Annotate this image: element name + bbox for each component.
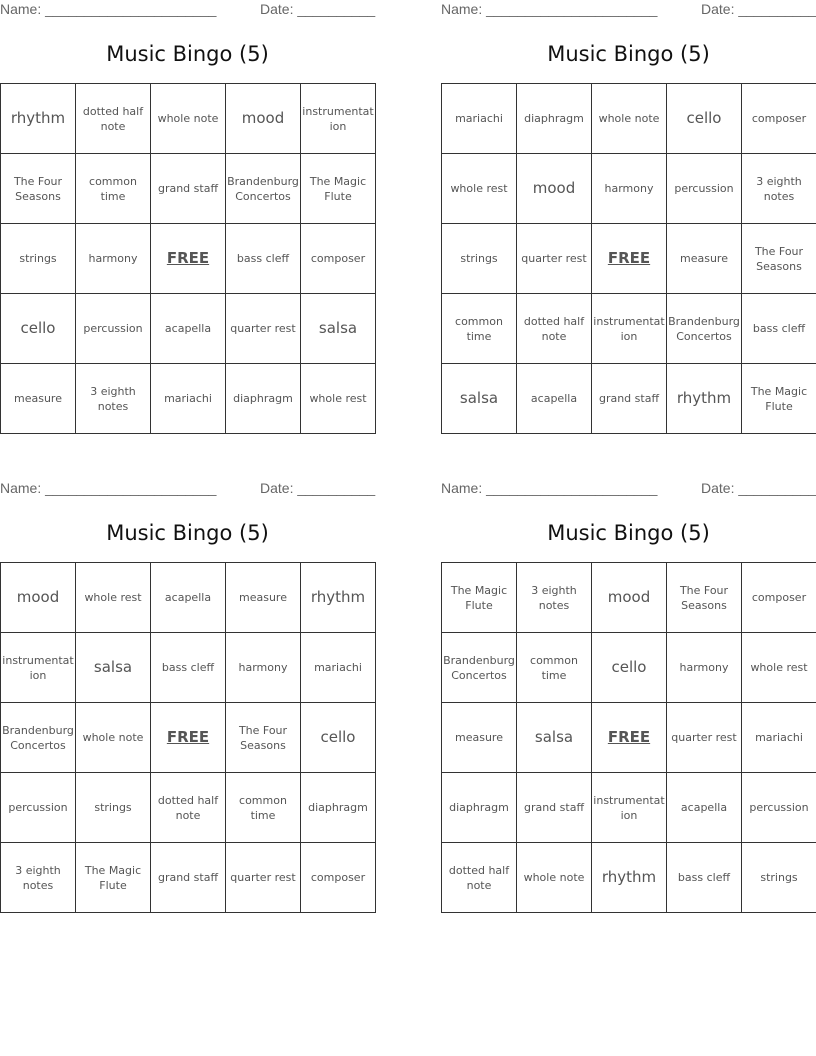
bingo-cell: acapella bbox=[151, 563, 226, 633]
bingo-cell: common time bbox=[226, 773, 301, 843]
bingo-cell: Brandenburg Concertos bbox=[226, 154, 301, 224]
grid-row bbox=[1, 154, 376, 224]
bingo-cell: mood bbox=[1, 563, 76, 633]
bingo-cell: composer bbox=[301, 843, 376, 913]
bingo-cell: whole note bbox=[517, 843, 592, 913]
bingo-cell: whole rest bbox=[301, 364, 376, 434]
bingo-cell: harmony bbox=[592, 154, 667, 224]
grid-row bbox=[442, 843, 816, 913]
bingo-grid bbox=[0, 83, 376, 434]
bingo-cell: acapella bbox=[517, 364, 592, 434]
bingo-cell: 3 eighth notes bbox=[76, 364, 151, 434]
bingo-cell: bass cleff bbox=[667, 843, 742, 913]
bingo-cell: measure bbox=[667, 224, 742, 294]
bingo-cell: instrumentation bbox=[1, 633, 76, 703]
date-field-label: Date: __________ bbox=[701, 1, 816, 17]
bingo-cell: The Magic Flute bbox=[742, 364, 816, 434]
bingo-cell: measure bbox=[442, 703, 517, 773]
bingo-cell: grand staff bbox=[517, 773, 592, 843]
bingo-cell: 3 eighth notes bbox=[517, 563, 592, 633]
bingo-cell: diaphragm bbox=[226, 364, 301, 434]
bingo-cell: cello bbox=[1, 294, 76, 364]
bingo-cell: quarter rest bbox=[517, 224, 592, 294]
bingo-cell: The Four Seasons bbox=[1, 154, 76, 224]
bingo-cell: instrumentation bbox=[592, 294, 667, 364]
bingo-cell: quarter rest bbox=[226, 843, 301, 913]
bingo-cell: measure bbox=[1, 364, 76, 434]
bingo-cell: salsa bbox=[301, 294, 376, 364]
bingo-cell: diaphragm bbox=[517, 84, 592, 154]
name-field-label: Name: ______________________ bbox=[441, 1, 658, 17]
bingo-cell: quarter rest bbox=[667, 703, 742, 773]
bingo-cell: mood bbox=[517, 154, 592, 224]
card-title: Music Bingo (5) bbox=[547, 521, 710, 545]
bingo-cell: mariachi bbox=[442, 84, 517, 154]
grid-row bbox=[442, 84, 816, 154]
bingo-cell: dotted half note bbox=[517, 294, 592, 364]
bingo-cell: grand staff bbox=[592, 364, 667, 434]
name-date-line bbox=[0, 1, 375, 21]
bingo-cell: Brandenburg Concertos bbox=[442, 633, 517, 703]
bingo-cell: cello bbox=[592, 633, 667, 703]
grid-row bbox=[1, 364, 376, 434]
bingo-cell: instrumentation bbox=[592, 773, 667, 843]
bingo-cell: whole note bbox=[151, 84, 226, 154]
bingo-cell: harmony bbox=[667, 633, 742, 703]
bingo-cell: common time bbox=[442, 294, 517, 364]
bingo-cell: The Four Seasons bbox=[742, 224, 816, 294]
bingo-cell: mood bbox=[592, 563, 667, 633]
bingo-cell: diaphragm bbox=[301, 773, 376, 843]
bingo-cell: bass cleff bbox=[742, 294, 816, 364]
name-date-line bbox=[441, 480, 816, 500]
bingo-cell: acapella bbox=[151, 294, 226, 364]
bingo-cell: whole rest bbox=[76, 563, 151, 633]
grid-row bbox=[442, 364, 816, 434]
bingo-cell: The Four Seasons bbox=[226, 703, 301, 773]
bingo-cell: 3 eighth notes bbox=[742, 154, 816, 224]
bingo-cell: salsa bbox=[76, 633, 151, 703]
free-cell: FREE bbox=[151, 224, 226, 294]
bingo-cell: dotted half note bbox=[442, 843, 517, 913]
name-date-line bbox=[441, 1, 816, 21]
bingo-cell: whole rest bbox=[742, 633, 816, 703]
card-title: Music Bingo (5) bbox=[547, 42, 710, 66]
grid-row bbox=[442, 703, 816, 773]
bingo-cell: common time bbox=[517, 633, 592, 703]
bingo-cell: harmony bbox=[76, 224, 151, 294]
bingo-cell: common time bbox=[76, 154, 151, 224]
grid-row bbox=[1, 633, 376, 703]
bingo-cell: composer bbox=[742, 84, 816, 154]
bingo-cell: whole note bbox=[592, 84, 667, 154]
bingo-cell: strings bbox=[1, 224, 76, 294]
grid-row bbox=[1, 294, 376, 364]
name-date-line bbox=[0, 480, 375, 500]
bingo-grid bbox=[0, 562, 376, 913]
grid-row bbox=[442, 294, 816, 364]
grid-row bbox=[1, 563, 376, 633]
grid-row bbox=[442, 773, 816, 843]
bingo-cell: cello bbox=[667, 84, 742, 154]
bingo-cell: Brandenburg Concertos bbox=[667, 294, 742, 364]
bingo-cell: percussion bbox=[1, 773, 76, 843]
card-title: Music Bingo (5) bbox=[106, 521, 269, 545]
bingo-cell: mariachi bbox=[151, 364, 226, 434]
grid-row bbox=[442, 633, 816, 703]
date-field-label: Date: __________ bbox=[260, 1, 376, 17]
bingo-cell: bass cleff bbox=[226, 224, 301, 294]
bingo-cell: The Magic Flute bbox=[76, 843, 151, 913]
name-field-label: Name: ______________________ bbox=[0, 480, 217, 496]
bingo-cell: mood bbox=[226, 84, 301, 154]
free-cell: FREE bbox=[151, 703, 226, 773]
bingo-cell: dotted half note bbox=[151, 773, 226, 843]
bingo-cell: salsa bbox=[442, 364, 517, 434]
bingo-cell: harmony bbox=[226, 633, 301, 703]
name-field-label: Name: ______________________ bbox=[441, 480, 658, 496]
bingo-cell: composer bbox=[301, 224, 376, 294]
bingo-cell: acapella bbox=[667, 773, 742, 843]
free-cell: FREE bbox=[592, 703, 667, 773]
bingo-cell: diaphragm bbox=[442, 773, 517, 843]
bingo-cell: Brandenburg Concertos bbox=[1, 703, 76, 773]
free-cell: FREE bbox=[592, 224, 667, 294]
bingo-cell: 3 eighth notes bbox=[1, 843, 76, 913]
date-field-label: Date: __________ bbox=[260, 480, 376, 496]
bingo-cell: whole note bbox=[76, 703, 151, 773]
bingo-grid bbox=[441, 83, 816, 434]
grid-row bbox=[1, 703, 376, 773]
bingo-cell: dotted half note bbox=[76, 84, 151, 154]
grid-row bbox=[1, 84, 376, 154]
bingo-cell: The Magic Flute bbox=[301, 154, 376, 224]
grid-row bbox=[1, 773, 376, 843]
bingo-cell: measure bbox=[226, 563, 301, 633]
bingo-cell: rhythm bbox=[1, 84, 76, 154]
bingo-cell: salsa bbox=[517, 703, 592, 773]
bingo-cell: rhythm bbox=[592, 843, 667, 913]
name-field-label: Name: ______________________ bbox=[0, 1, 217, 17]
bingo-cell: rhythm bbox=[667, 364, 742, 434]
bingo-cell: strings bbox=[76, 773, 151, 843]
grid-row bbox=[1, 224, 376, 294]
bingo-cell: instrumentation bbox=[301, 84, 376, 154]
bingo-cell: cello bbox=[301, 703, 376, 773]
bingo-cell: The Four Seasons bbox=[667, 563, 742, 633]
bingo-cell: mariachi bbox=[742, 703, 816, 773]
bingo-cell: percussion bbox=[742, 773, 816, 843]
date-field-label: Date: __________ bbox=[701, 480, 816, 496]
bingo-cell: percussion bbox=[76, 294, 151, 364]
bingo-cell: rhythm bbox=[301, 563, 376, 633]
grid-row bbox=[442, 563, 816, 633]
bingo-cell: grand staff bbox=[151, 843, 226, 913]
grid-row bbox=[442, 154, 816, 224]
bingo-cell: strings bbox=[442, 224, 517, 294]
bingo-cell: The Magic Flute bbox=[442, 563, 517, 633]
bingo-cell: mariachi bbox=[301, 633, 376, 703]
bingo-cell: whole rest bbox=[442, 154, 517, 224]
bingo-grid bbox=[441, 562, 816, 913]
bingo-cell: percussion bbox=[667, 154, 742, 224]
bingo-cell: composer bbox=[742, 563, 816, 633]
bingo-cell: strings bbox=[742, 843, 816, 913]
grid-row bbox=[442, 224, 816, 294]
bingo-cell: bass cleff bbox=[151, 633, 226, 703]
bingo-cell: grand staff bbox=[151, 154, 226, 224]
bingo-cell: quarter rest bbox=[226, 294, 301, 364]
grid-row bbox=[1, 843, 376, 913]
card-title: Music Bingo (5) bbox=[106, 42, 269, 66]
